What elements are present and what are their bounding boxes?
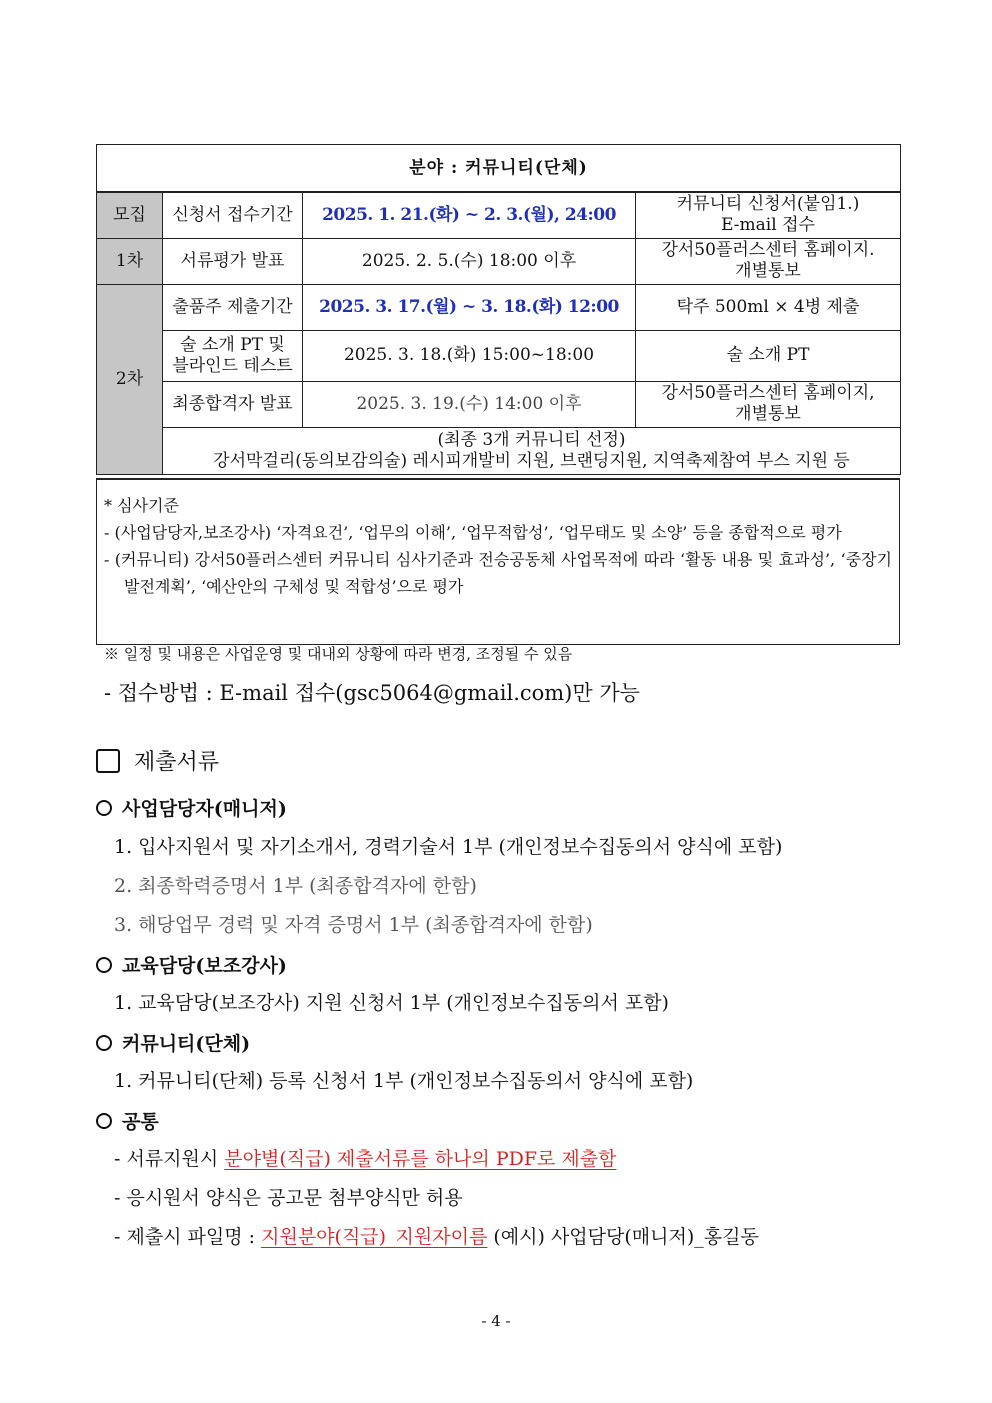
circle-bullet-icon — [96, 1035, 112, 1051]
list-item — [114, 1144, 616, 1171]
note-line: E-mail 접수 — [721, 215, 815, 236]
period-cell: 2025. 1. 21.(화) ~ 2. 3.(월), 24:00 — [303, 192, 636, 238]
text-span: (예시) 사업담당(매니저)_홍길동 — [487, 1226, 759, 1248]
text-span: - 서류지원시 — [114, 1148, 225, 1170]
list-item: 2. 최종학력증명서 1부 (최종합격자에 한함) — [114, 875, 477, 897]
phase-cell: 모집 — [97, 192, 163, 238]
note-line: 커뮤니티 신청서(붙임1.) — [676, 194, 860, 215]
list-item: 1. 커뮤니티(단체) 등록 신청서 1부 (개인정보수집동의서 양식에 포함) — [114, 1070, 694, 1092]
note-cell — [636, 192, 901, 238]
item-cell: 최종합격자 발표 — [163, 381, 303, 427]
table-title: 분야 : 커뮤니티(단체) — [97, 145, 901, 193]
list-item — [114, 1222, 759, 1249]
circle-bullet-icon — [96, 1113, 112, 1129]
checkbox-icon — [96, 749, 120, 773]
item-cell: 서류평가 발표 — [163, 238, 303, 284]
page-number: - 4 - — [481, 1312, 511, 1330]
list-item: 1. 교육담당(보조강사) 지원 신청서 1부 (개인정보수집동의서 포함) — [114, 992, 669, 1014]
subsection-title: 공통 — [122, 1111, 159, 1133]
note-cell — [636, 381, 901, 427]
item-line: 블라인드 테스트 — [172, 355, 293, 376]
note-cell: 탁주 500ml × 4병 제출 — [636, 284, 901, 330]
note-cell — [636, 238, 901, 284]
subsection-title: 교육담당(보조강사) — [122, 955, 287, 977]
subsection-heading — [96, 1029, 250, 1056]
phase-cell: 1차 — [97, 238, 163, 284]
highlight-text: 지원분야(직급)_지원자이름 — [261, 1226, 488, 1248]
final-line: (최종 3개 커뮤니티 선정) — [437, 429, 626, 450]
highlight-text: 분야별(직급) 제출서류를 하나의 PDF로 제출함 — [224, 1148, 617, 1170]
table-row — [97, 381, 901, 427]
text-span: - 제출시 파일명 : — [114, 1226, 262, 1248]
note-line: 개별통보 — [735, 261, 801, 281]
note-line: 개별통보 — [735, 404, 801, 424]
schedule-table — [96, 144, 901, 475]
section-heading — [96, 745, 219, 776]
submission-method: - 접수방법 : E-mail 접수(gsc5064@gmail.com)만 가능 — [104, 681, 640, 705]
subsection-heading — [96, 1107, 159, 1134]
final-selection-cell — [163, 427, 901, 474]
period-cell: 2025. 3. 17.(월) ~ 3. 18.(화) 12:00 — [303, 284, 636, 330]
list-item: 3. 해당업무 경력 및 자격 증명서 1부 (최종합격자에 한함) — [114, 914, 593, 936]
table-row — [97, 427, 901, 474]
criteria-box — [96, 478, 900, 645]
period-cell: 2025. 3. 19.(수) 14:00 이후 — [303, 381, 636, 427]
criteria-heading: * 심사기준 — [104, 496, 179, 515]
final-line: 강서막걸리(동의보감의술) 레시피개발비 지원, 브랜딩지원, 지역축제참여 부스 지원 등 — [213, 450, 850, 471]
note-line: 강서50플러스센터 홈페이지, — [661, 383, 875, 403]
subsection-title: 사업담당자(매니저) — [122, 798, 287, 820]
note-line: 강서50플러스센터 홈페이지. — [661, 240, 875, 260]
item-cell — [163, 330, 303, 381]
period-cell: 2025. 2. 5.(수) 18:00 이후 — [303, 238, 636, 284]
note-cell: 술 소개 PT — [636, 330, 901, 381]
item-cell: 출품주 제출기간 — [163, 284, 303, 330]
item-line: 술 소개 PT 및 — [180, 334, 285, 355]
item-cell: 신청서 접수기간 — [163, 192, 303, 238]
section-title: 제출서류 — [134, 750, 220, 775]
subsection-heading — [96, 951, 287, 978]
period-cell: 2025. 3. 18.(화) 15:00~18:00 — [303, 330, 636, 381]
circle-bullet-icon — [96, 800, 112, 816]
subsection-title: 커뮤니티(단체) — [122, 1033, 251, 1055]
criteria-line: - (사업담당자,보조강사) ‘자격요건’, ‘업무의 이해’, ‘업무적합성’, ‘업무태도 및 소양’ 등을 종합적으로 평가 — [104, 523, 842, 542]
table-row — [97, 284, 901, 330]
phase-cell: 2차 — [97, 284, 163, 474]
circle-bullet-icon — [96, 957, 112, 973]
list-item: - 응시원서 양식은 공고문 첨부양식만 허용 — [114, 1187, 463, 1209]
subsection-heading — [96, 794, 287, 821]
criteria-line: - (커뮤니티) 강서50플러스센터 커뮤니티 심사기준과 전승공동체 사업목적에 따라 ‘활동 내용 및 효과성’, ‘중장기 발전계획’, ‘예산안의 구체성 및 적합성’으로 평가 — [104, 550, 892, 596]
table-row — [97, 238, 901, 284]
list-item: 1. 입사지원서 및 자기소개서, 경력기술서 1부 (개인정보수집동의서 양식에 포함) — [114, 836, 783, 858]
table-row — [97, 330, 901, 381]
schedule-note: ※ 일정 및 내용은 사업운영 및 대내외 상황에 따라 변경, 조정될 수 있음 — [104, 645, 573, 663]
table-row — [97, 192, 901, 238]
